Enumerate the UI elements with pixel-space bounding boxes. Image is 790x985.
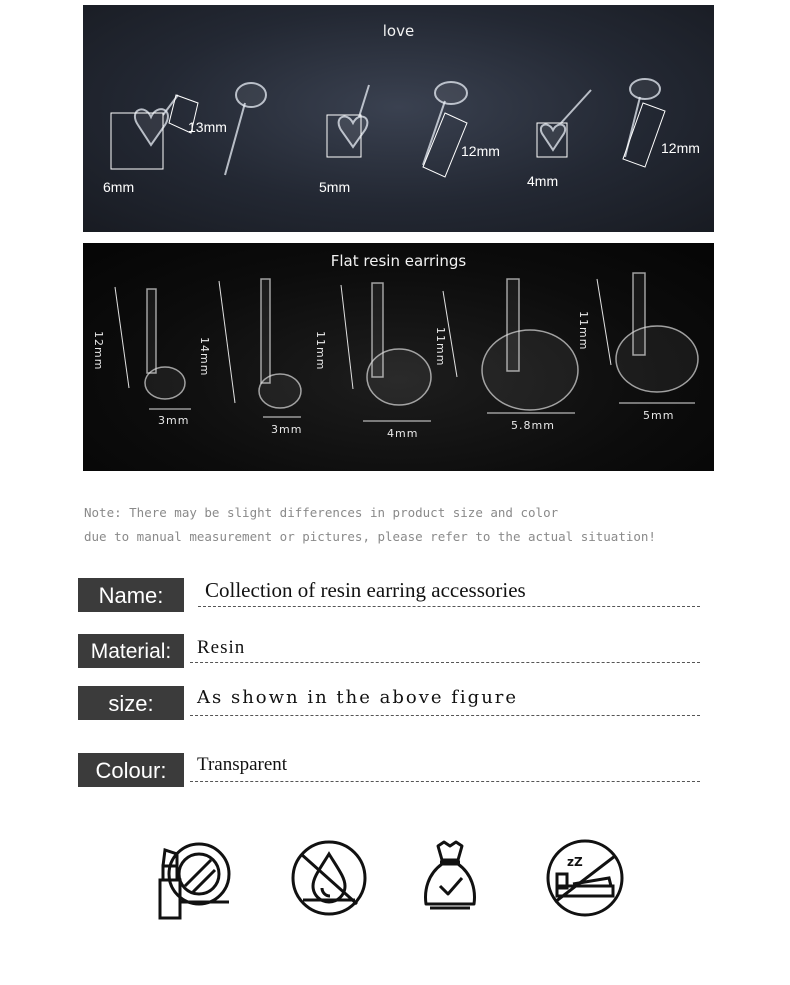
size-value: As shown in the above figure — [197, 687, 519, 708]
height-label: 11mm — [314, 331, 327, 371]
colour-label: Colour: — [78, 753, 184, 787]
height-label: 14mm — [198, 337, 211, 377]
dimension-label: 4mm — [527, 173, 559, 189]
no-cosmetics-icon — [155, 836, 235, 922]
no-water-icon — [289, 838, 369, 918]
colour-value: Transparent — [197, 754, 288, 775]
no-sleeping-icon — [543, 836, 627, 918]
sealed-bag-icon — [420, 838, 480, 918]
divider — [198, 606, 700, 607]
height-label: 11mm — [434, 327, 447, 367]
dimension-label: 5mm — [319, 179, 351, 195]
dimension-label: 12mm — [661, 140, 700, 156]
svg-text:zZ: zZ — [567, 855, 583, 869]
width-label: 5mm — [643, 409, 675, 422]
divider — [190, 662, 700, 663]
divider — [190, 781, 700, 782]
name-value: Collection of resin earring accessories — [205, 578, 526, 602]
height-label: 11mm — [577, 311, 590, 351]
material-value: Resin — [197, 637, 246, 658]
width-label: 5.8mm — [511, 419, 555, 432]
dimension-label: 13mm — [188, 119, 227, 135]
material-label: Material: — [78, 634, 184, 668]
size-label: size: — [78, 686, 184, 720]
flat-earrings-photo — [83, 243, 714, 471]
width-label: 3mm — [158, 414, 190, 427]
dimension-label: 6mm — [103, 179, 135, 195]
dimension-label: 12mm — [461, 143, 500, 159]
note-line-2: due to manual measurement or pictures, please refer to the actual situation! — [84, 529, 656, 544]
width-label: 4mm — [387, 427, 419, 440]
height-label: 12mm — [92, 331, 105, 371]
flat-title: Flat resin earrings — [330, 252, 467, 270]
width-label: 3mm — [271, 423, 303, 436]
love-earrings-photo — [83, 5, 714, 232]
love-title: love — [382, 22, 415, 40]
divider — [190, 715, 700, 716]
note-line-1: Note: There may be slight differences in product size and color — [84, 505, 559, 520]
name-label: Name: — [78, 578, 184, 612]
